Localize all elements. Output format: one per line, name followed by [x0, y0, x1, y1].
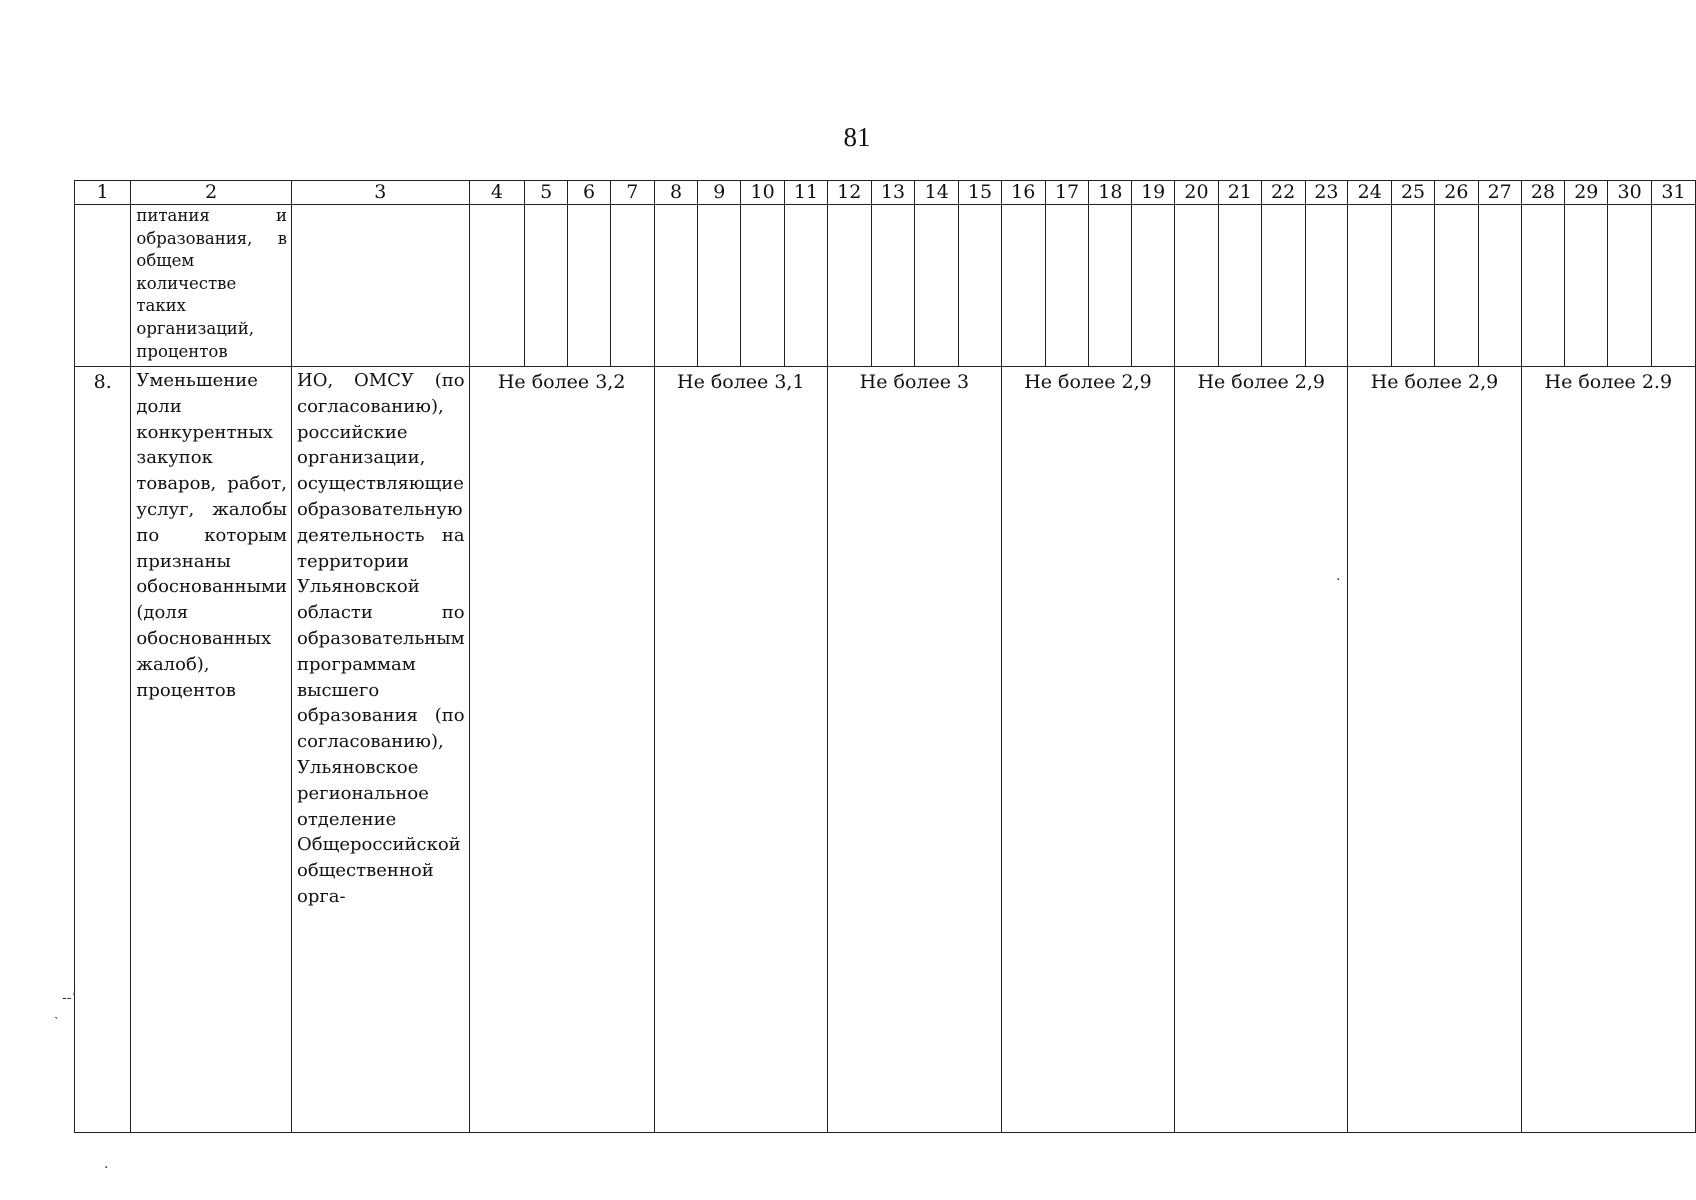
col-number: 27 — [1478, 181, 1521, 205]
empty-cell — [1565, 205, 1608, 367]
year-value: Не более 2,9 — [1370, 371, 1499, 393]
empty-cell — [1608, 205, 1652, 367]
empty-cell — [1175, 205, 1219, 367]
year-value-cell — [827, 367, 1001, 1133]
empty-cell — [1305, 205, 1348, 367]
col-number: 23 — [1305, 181, 1348, 205]
row-number: 8. — [93, 371, 112, 393]
col-number: 2 — [131, 181, 292, 205]
table-row — [75, 205, 1696, 367]
col-number: 1 — [75, 181, 131, 205]
empty-cell — [1218, 205, 1261, 367]
plan-table — [74, 180, 1696, 1133]
empty-cell — [1521, 205, 1565, 367]
col-number: 29 — [1565, 181, 1608, 205]
scan-speck: · — [1336, 572, 1341, 588]
empty-cell — [1261, 205, 1305, 367]
col-number: 16 — [1001, 181, 1045, 205]
col-number: 7 — [610, 181, 654, 205]
col-number: 30 — [1608, 181, 1652, 205]
col-number: 6 — [568, 181, 611, 205]
empty-cell — [1652, 205, 1696, 367]
year-value: Не более 3 — [859, 371, 970, 393]
col-number: 10 — [741, 181, 785, 205]
empty-cell — [1089, 205, 1132, 367]
empty-cell — [1132, 205, 1175, 367]
year-value-cell — [1001, 367, 1174, 1133]
col-number: 18 — [1089, 181, 1132, 205]
year-value-cell — [1175, 367, 1348, 1133]
table-row — [75, 367, 1696, 1133]
empty-cell — [568, 205, 611, 367]
col-number: 14 — [915, 181, 959, 205]
page-number: 81 — [843, 122, 871, 152]
col-number: 5 — [525, 181, 568, 205]
year-value: Не более 2,9 — [1197, 371, 1325, 393]
scan-speck: ‑‑ʼ — [62, 990, 76, 1006]
empty-cell — [1478, 205, 1521, 367]
year-value-cell — [469, 367, 654, 1133]
indicator-text: питания и образования, в общем количестве таких организаций, процентов — [136, 206, 287, 361]
empty-cell — [915, 205, 959, 367]
col-number: 3 — [292, 181, 470, 205]
scan-speck: · — [104, 1160, 109, 1176]
col-number: 22 — [1261, 181, 1305, 205]
empty-cell — [1348, 205, 1392, 367]
empty-cell — [741, 205, 785, 367]
empty-cell — [654, 205, 698, 367]
empty-cell — [827, 205, 871, 367]
col-number: 13 — [871, 181, 915, 205]
col-number: 24 — [1348, 181, 1392, 205]
col-number: 21 — [1218, 181, 1261, 205]
col-number: 20 — [1175, 181, 1219, 205]
col-number: 9 — [698, 181, 741, 205]
indicator-text: Уменьшение доли конкурентных закупок товаров, работ, услуг, жалобы по которым признаны обоснованными (доля обоснованных жалоб), процентов — [136, 370, 287, 701]
col-number: 11 — [785, 181, 828, 205]
col-number: 4 — [469, 181, 525, 205]
col-number: 31 — [1652, 181, 1696, 205]
year-value: Не более 2.9 — [1544, 371, 1673, 393]
executor-text: ИО, ОМСУ (по согласованию), российские организации, осуществляющие образовательную деятельность на территории Ульяновской области по образовательным программам высшего образования (по согласованию), Ульяновское региональное отделение Общероссийской общественной орга- — [297, 370, 465, 907]
empty-cell — [785, 205, 828, 367]
col-number: 12 — [827, 181, 871, 205]
indicator-cell — [131, 205, 292, 367]
scan-speck: ˏ — [54, 1004, 59, 1020]
empty-cell — [1434, 205, 1478, 367]
header-row — [75, 181, 1696, 205]
empty-cell — [698, 205, 741, 367]
executor-cell — [292, 205, 470, 367]
row-number-cell — [75, 205, 131, 367]
col-number: 19 — [1132, 181, 1175, 205]
row-number-cell — [75, 367, 131, 1133]
executor-cell — [292, 367, 470, 1133]
empty-cell — [469, 205, 525, 367]
col-number: 25 — [1392, 181, 1435, 205]
year-value-cell — [1521, 367, 1695, 1133]
empty-cell — [1001, 205, 1045, 367]
col-number: 8 — [654, 181, 698, 205]
year-value: Не более 3,1 — [677, 371, 805, 393]
empty-cell — [525, 205, 568, 367]
empty-cell — [610, 205, 654, 367]
year-value-cell — [1348, 367, 1521, 1133]
indicator-cell — [131, 367, 292, 1133]
empty-cell — [959, 205, 1002, 367]
col-number: 26 — [1434, 181, 1478, 205]
col-number: 17 — [1045, 181, 1089, 205]
year-value: Не более 2,9 — [1024, 371, 1152, 393]
empty-cell — [1045, 205, 1089, 367]
empty-cell — [871, 205, 915, 367]
year-value: Не более 3,2 — [497, 371, 626, 393]
year-value-cell — [654, 367, 827, 1133]
empty-cell — [1392, 205, 1435, 367]
col-number: 15 — [959, 181, 1002, 205]
col-number: 28 — [1521, 181, 1565, 205]
